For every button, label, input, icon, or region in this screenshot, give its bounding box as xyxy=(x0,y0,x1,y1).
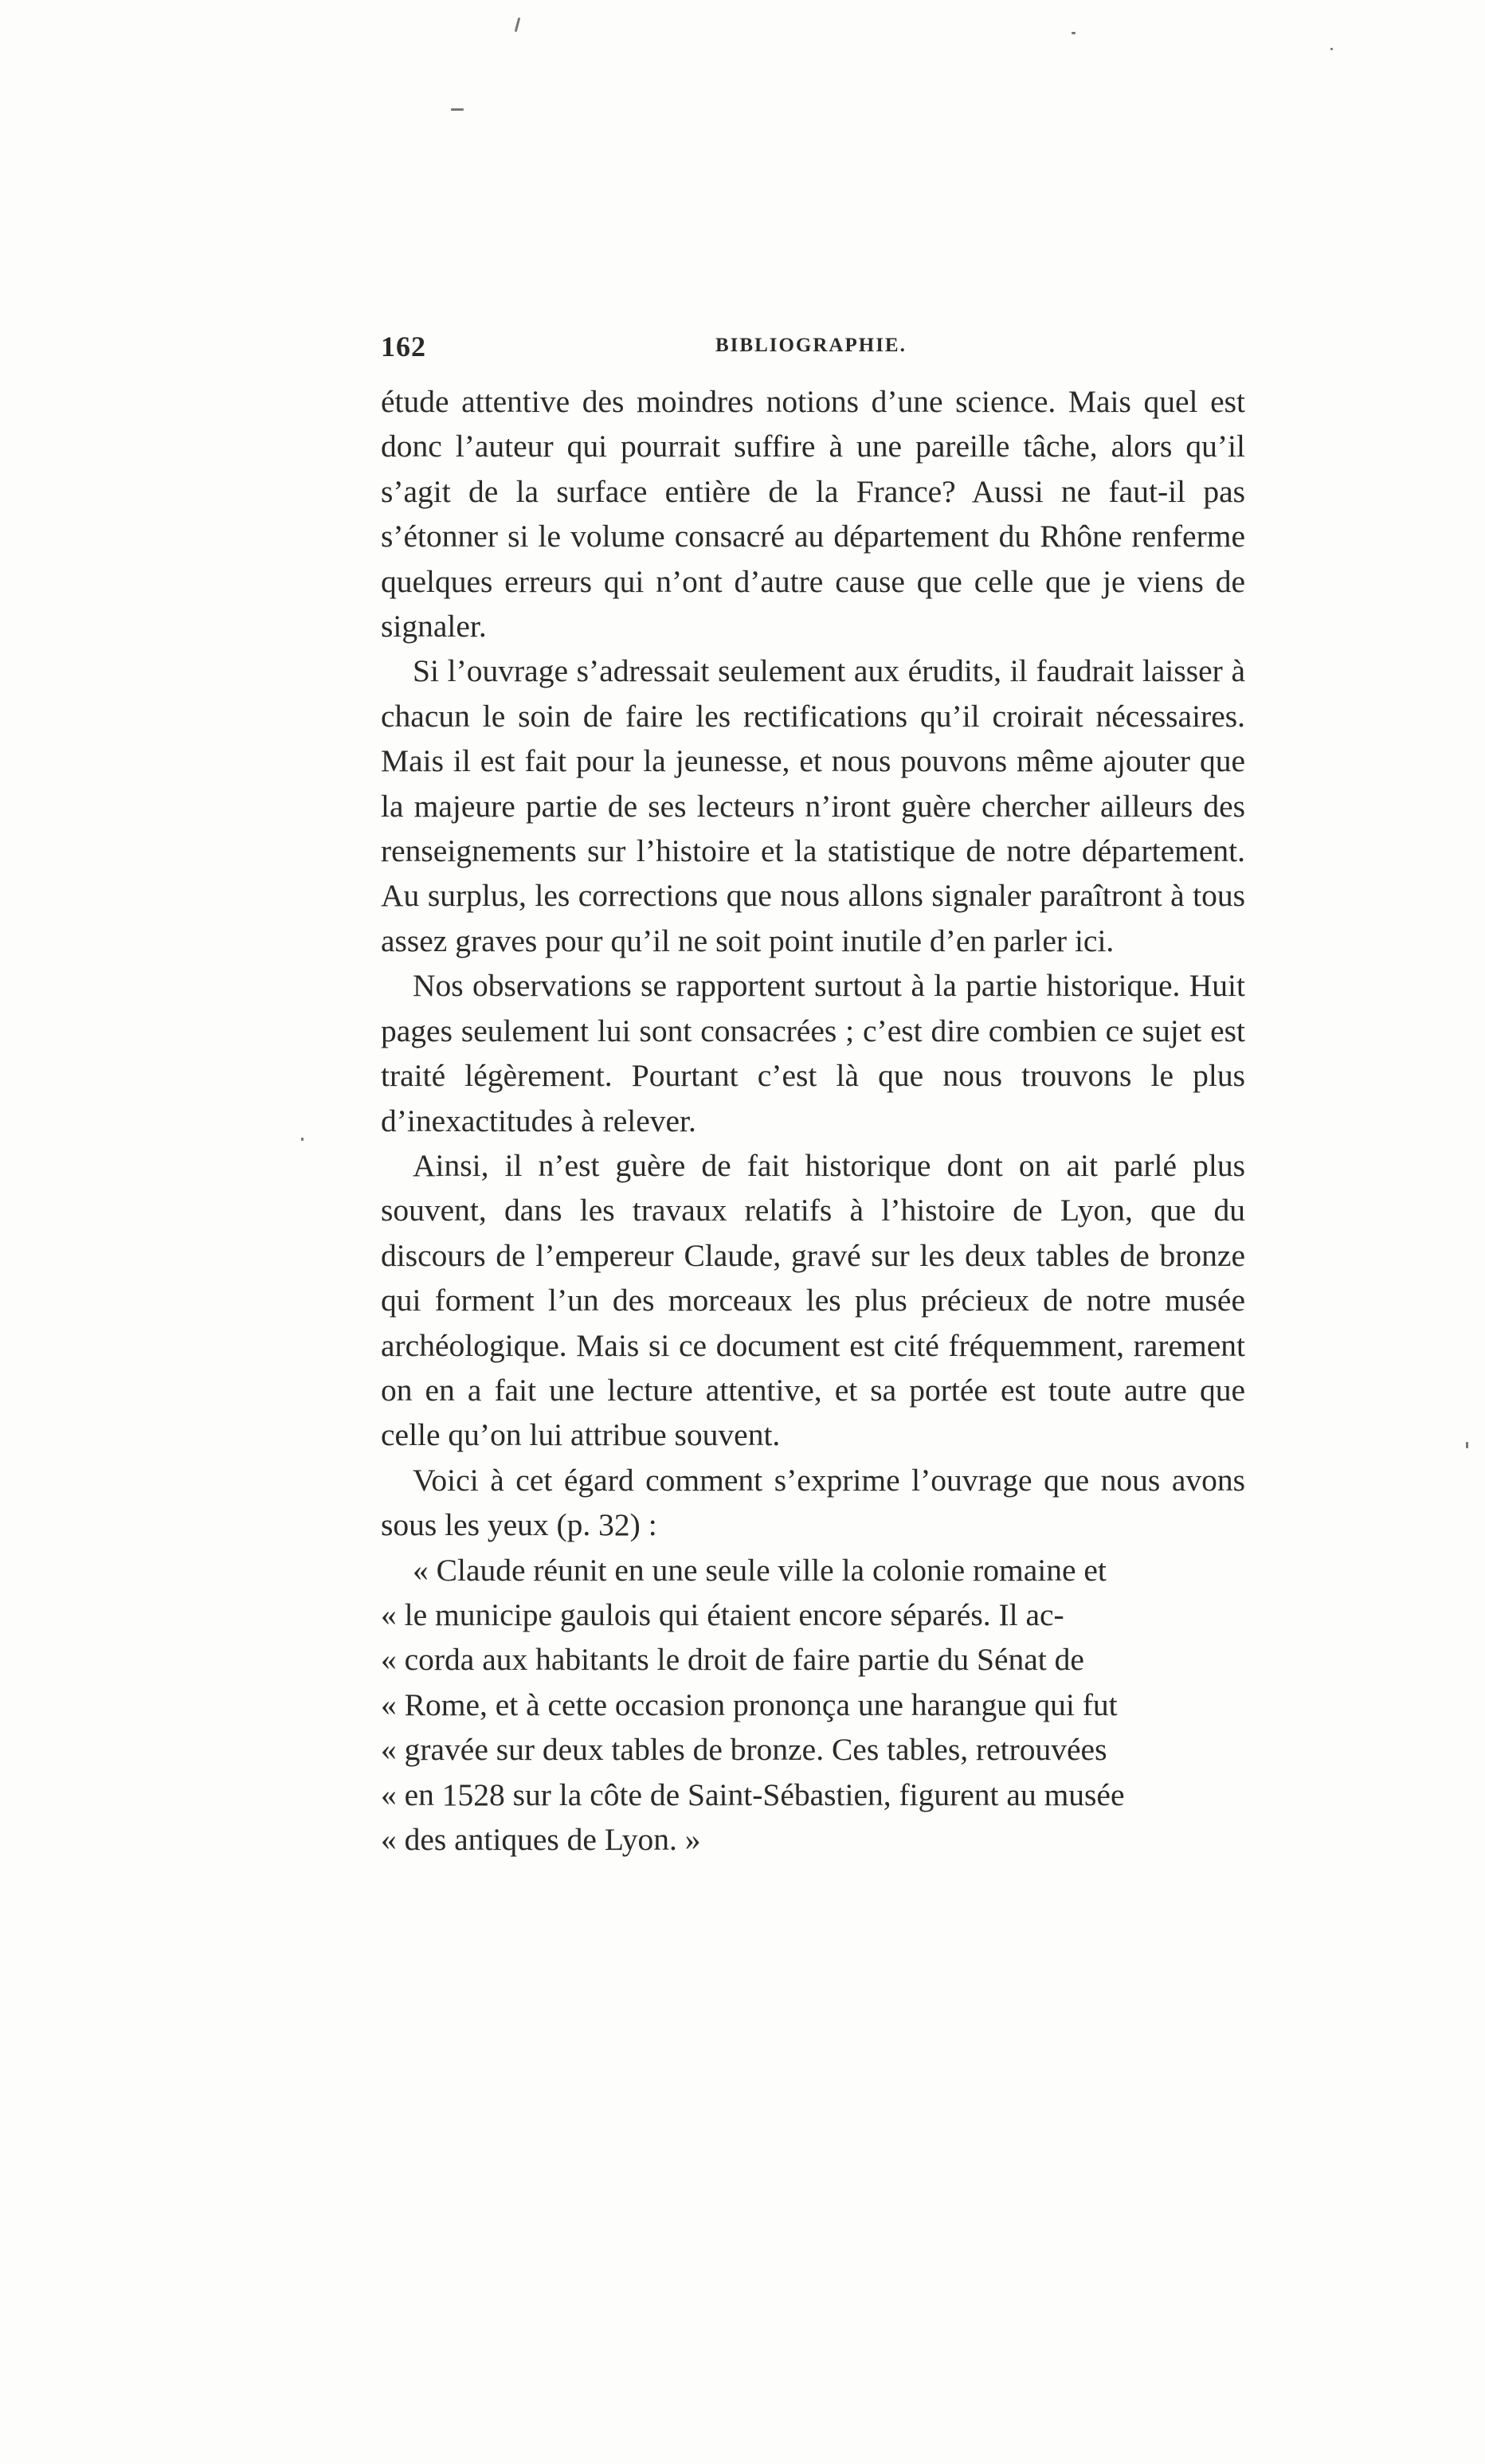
quotation xyxy=(381,1548,1245,1863)
page-header xyxy=(381,330,1245,374)
quotation-line: « en 1528 sur la côte de Saint-Sébastien, figurent au musée xyxy=(381,1777,1125,1812)
paragraph: étude attentive des moindres notions d’une science. Mais quel est donc l’auteur qui pourrait suffire à une pareille tâche, alors qu’il s’agit de la surface entière de la France? Aussi ne faut-il pas s’étonner si le volume consacré au département du Rhône renferme quelques erreurs qui n’ont d’autre cause que celle que je viens de signaler. xyxy=(381,384,1245,644)
paragraph: Si l’ouvrage s’adressait seulement aux érudits, il faudrait laisser à chacun le soin de faire les rectifications qu’il croirait nécessaires. Mais il est fait pour la jeunesse, et nous pouvons même ajouter que la majeure partie de ses lecteurs n’iront guère chercher ailleurs des renseignements sur l’histoire et la statistique de notre département. Au surplus, les corrections que nous allons signaler paraîtront à tous assez graves pour qu’il ne soit point inutile d’en parler ici. xyxy=(381,653,1245,958)
quotation-line: « Rome, et à cette occasion prononça une harangue qui fut xyxy=(381,1686,1118,1722)
page-number: 162 xyxy=(381,331,426,362)
running-head: BIBLIOGRAPHIE. xyxy=(715,335,907,356)
body-text xyxy=(381,379,1245,1862)
quotation-line: « le municipe gaulois qui étaient encore séparés. Il ac- xyxy=(381,1596,1064,1632)
quotation-line: « gravée sur deux tables de bronze. Ces tables, retrouvées xyxy=(381,1732,1107,1768)
quotation-line: « Claude réunit en une seule ville la colonie romaine et xyxy=(413,1552,1107,1588)
quotation-line: « corda aux habitants le droit de faire partie du Sénat de xyxy=(381,1642,1084,1678)
scan-speck xyxy=(301,1138,304,1141)
scan-speck xyxy=(1466,1442,1468,1448)
scan-speck xyxy=(515,18,521,32)
scan-speck xyxy=(1330,48,1333,50)
paragraph: Nos observations se rapportent surtout à la partie historique. Huit pages seulement lui sont consacrées ; c’est dire combien ce sujet est traité légèrement. Pourtant c’est là que nous trouvons le plus d’inexactitudes à relever. xyxy=(381,968,1245,1138)
quotation-line: « des antiques de Lyon. » xyxy=(381,1822,701,1857)
paragraph: Ainsi, il n’est guère de fait historique dont on ait parlé plus souvent, dans les travaux relatifs à l’histoire de Lyon, que du discours de l’empereur Claude, gravé sur les deux tables de bronze qui forment l’un des morceaux les plus précieux de notre musée archéologique. Mais si ce document est cité fréquemment, rarement on en a fait une lecture attentive, et sa portée est toute autre que celle qu’on lui attribue souvent. xyxy=(381,1147,1245,1453)
scan-speck xyxy=(1072,32,1076,34)
scan-speck xyxy=(451,108,464,111)
paragraph: Voici à cet égard comment s’exprime l’ouvrage que nous avons sous les yeux (p. 32) : xyxy=(381,1462,1245,1543)
